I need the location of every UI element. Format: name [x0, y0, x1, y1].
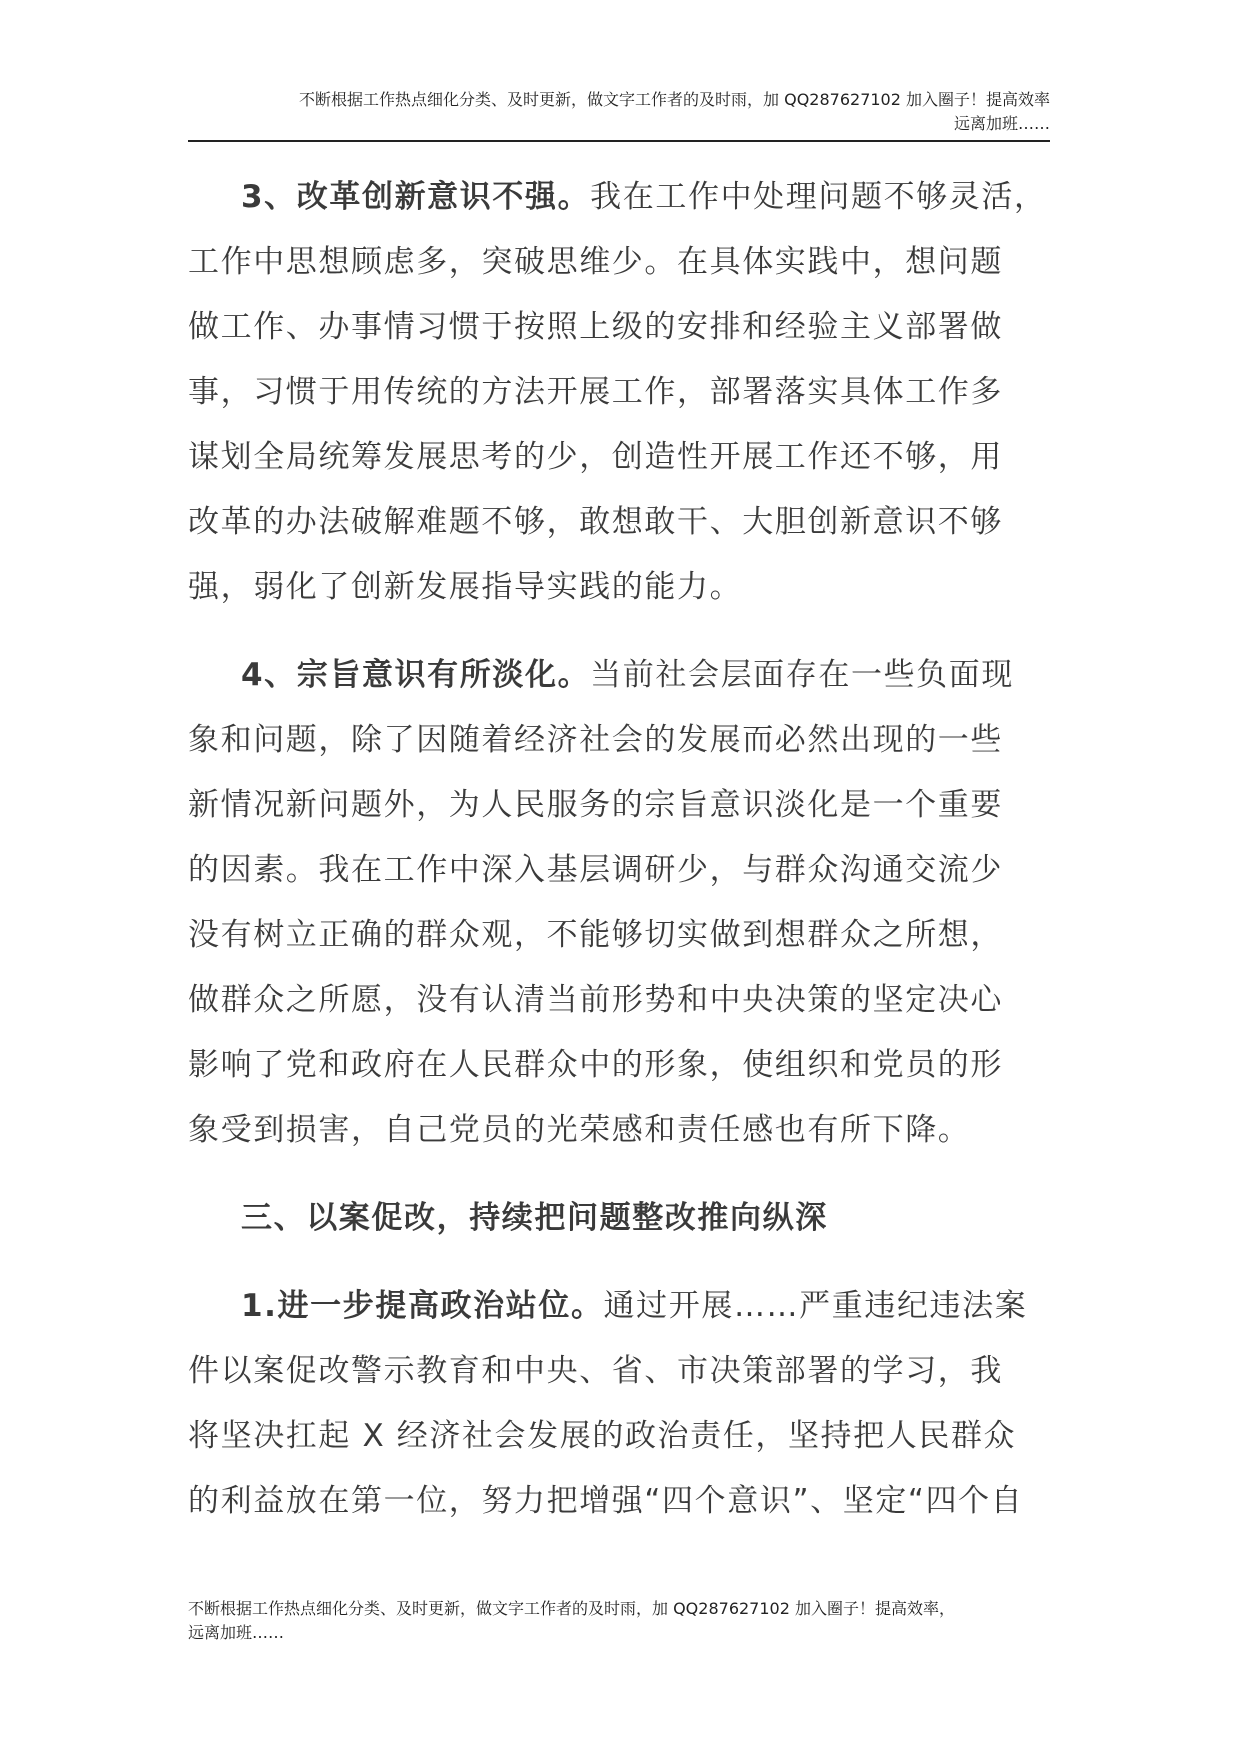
- paragraph-line: 谋划全局统筹发展思考的少，创造性开展工作还不够，用: [188, 439, 1003, 475]
- section-heading: 三、以案促改，持续把问题整改推向纵深: [241, 1200, 828, 1236]
- paragraph-line: 将坚决扛起 X 经济社会发展的政治责任，坚持把人民群众: [188, 1418, 1017, 1454]
- paragraph-line: 强，弱化了创新发展指导实践的能力。: [188, 569, 743, 605]
- paragraph-line: 的利益放在第一位，努力把增强“四个意识”、坚定“四个自: [188, 1483, 1024, 1519]
- paragraph-line: 影响了党和政府在人民群众中的形象，使组织和党员的形: [188, 1047, 1003, 1083]
- paragraph-line: 件以案促改警示教育和中央、省、市决策部署的学习，我: [188, 1353, 1003, 1389]
- paragraph-line: 事，习惯于用传统的方法开展工作，部署落实具体工作多: [188, 374, 1003, 410]
- paragraph-line: 通过开展……严重违纪违法案: [603, 1288, 1028, 1324]
- paragraph-line: 改革的办法破解难题不够，敢想敢干、大胆创新意识不够: [188, 504, 1003, 540]
- paragraph-line: 工作中思想顾虑多，突破思维少。在具体实践中，想问题: [188, 244, 1003, 280]
- paragraph-lead: 1.进一步提高政治站位。: [241, 1288, 604, 1324]
- paragraph-line: 当前社会层面存在一些负面现: [590, 657, 1014, 693]
- document-body: [188, 165, 1088, 1557]
- header-line-1: 不断根据工作热点细化分类、及时更新，做文字工作者的及时雨，加 QQ287627102 加入圈子！提高效率: [299, 90, 1050, 109]
- paragraph-line: 的因素。我在工作中深入基层调研少，与群众沟通交流少: [188, 852, 1003, 888]
- header-line-2: 远离加班……: [953, 114, 1050, 133]
- page-footer: [188, 1597, 1050, 1645]
- paragraph-line: 没有树立正确的群众观，不能够切实做到想群众之所想，: [188, 917, 1003, 953]
- paragraph-purpose-awareness: [188, 643, 1054, 1163]
- paragraph-line: 做工作、办事情习惯于按照上级的安排和经验主义部署做: [188, 309, 1003, 345]
- paragraph-line: 象和问题，除了因随着经济社会的发展而必然出现的一些: [188, 722, 1003, 758]
- paragraph-reform-innovation: [188, 165, 1054, 620]
- paragraph-line: 新情况新问题外，为人民服务的宗旨意识淡化是一个重要: [188, 787, 1003, 823]
- paragraph-line: 做群众之所愿，没有认清当前形势和中央决策的坚定决心: [188, 982, 1003, 1018]
- footer-line-2: 远离加班……: [188, 1623, 285, 1642]
- paragraph-line: 象受到损害，自己党员的光荣感和责任感也有所下降。: [188, 1112, 971, 1148]
- paragraph-political-stance: [188, 1274, 1054, 1534]
- header-divider: [188, 140, 1050, 142]
- paragraph-line: 我在工作中处理问题不够灵活，: [590, 179, 1047, 215]
- footer-line-1: 不断根据工作热点细化分类、及时更新，做文字工作者的及时雨，加 QQ287627102 加入圈子！提高效率，: [188, 1599, 955, 1618]
- paragraph-lead: 3、改革创新意识不强。: [241, 179, 591, 215]
- paragraph-lead: 4、宗旨意识有所淡化。: [241, 657, 591, 693]
- page-header: [188, 88, 1050, 136]
